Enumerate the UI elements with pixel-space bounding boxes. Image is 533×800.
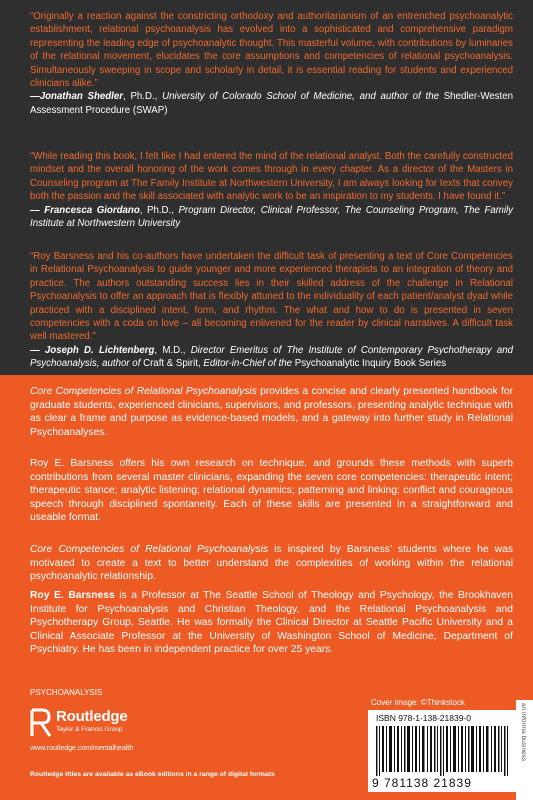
endorsement-1 [30, 10, 513, 117]
description-paragraph-3 [30, 543, 513, 584]
paragraph-text: provides a concise and clearly presented handbook for graduate students, experienced clinicians, supervisors, and professors, presenting analytic technique with as clear a frame and purpose as evidence-based models, and a gateway into further study in Relational Psychoanalyses. [30, 386, 513, 438]
barcode-block [368, 710, 533, 792]
book-title: Core Competencies of Relational Psychoanalysis [30, 386, 257, 397]
endorser-credentials: , M.D., [154, 344, 191, 356]
endorser-affiliation: University of Colorado School of Medicine, and author of the [162, 91, 439, 103]
endorser-affiliation-2: Editor-in-Chief of the [203, 358, 293, 370]
description-paragraph-1 [30, 385, 513, 439]
paragraph-text: Roy E. Barsness offers his own research on technique, and grounds these methods with superb contributions from several master clinicians, expanding the seven core competencies: therapeutic intent; therapeutic stance; analytic listening; relational dynamics; patterning and linking; conflict and courageous speech through disciplined spontaneity. Each of these skills are presented in a straightforward and useable format. [30, 458, 513, 524]
endorsement-3 [30, 250, 513, 371]
description-paragraph-2 [30, 457, 513, 525]
endorsement-2 [30, 150, 513, 230]
paragraph-text: is inspired by Barsness’ students where he was motivated to create a text to better understand the complexities of working within the relational psychoanalytic relationship. [30, 544, 513, 583]
informa-tagline: an informa business [520, 703, 527, 762]
publisher-url[interactable]: www.routledge.com/mentalhealth [30, 745, 134, 752]
endorser-affiliation-plain: Craft & Spirit, [140, 358, 204, 370]
endorser-affiliation-plain: Shedler-Westen Assessment Procedure (SWAP) [30, 91, 513, 116]
endorser-name: — Francesca Giordano [30, 204, 140, 216]
endorsement-attribution [30, 90, 513, 117]
routledge-r-icon [30, 708, 52, 738]
book-title: Core Competencies of Relational Psychoanalysis [30, 544, 269, 555]
endorser-name: —Jonathan Shedler [30, 91, 124, 103]
ebook-note: Routledge titles are available as eBook editions in a range of digital formats [30, 771, 275, 778]
isbn-label: ISBN 978-1-138-21839-0 [376, 713, 471, 723]
author-bio [30, 589, 513, 657]
endorsement-attribution [30, 204, 513, 231]
paragraph-text: is a Professor at The Seattle School of Theology and Psychology, the Brookhaven Institute for Psychoanalysis and Christian Theology, and the Relational Psychoanalysis and Psychotherapy Group, Seattle. He was formally the Clinical Director at Seattle Pacific University and a Clinical Associate Professor at the University of Washington School of Medicine, Department of Psychiatry. He has been in independent practice for over 25 years. [30, 590, 514, 656]
publisher-group: Taylor & Francis Group [56, 726, 123, 733]
endorser-credentials: , Ph.D., [123, 91, 163, 103]
endorser-affiliation-plain-2: Psychoanalytic Inquiry Book Series [292, 358, 447, 370]
subject-category: PSYCHOANALYSIS [30, 688, 103, 697]
endorsement-text: “While reading this book, I felt like I had entered the mind of the relational analyst. Both the carefully constructed mindset and the overall honoring of the work comes through in every chapter. As a director of the Masters in Counseling program at The Family Institute at Northwestern University, I am always looking for texts that convey both the passion and the skill associated with analytic work to be an inspiration to my students. I have found it.” [30, 151, 513, 203]
publisher-name: Routledge [56, 708, 128, 725]
endorser-affiliation: Director Emeritus of The Institute of Contemporary Psychotherapy and Psychoanalysis, author of [30, 344, 513, 370]
barcode-icon [376, 726, 516, 776]
endorser-affiliation: Program Director, Clinical Professor, The Counseling Program, The Family Institute at Northwestern University [30, 204, 513, 230]
endorsement-text: “Originally a reaction against the constricting orthodoxy and authoritarianism of an entrenched psychoanalytic establishment, relational psychoanalysis has evolved into a sophisticated and comprehensive paradigm representing the leading edge of psychoanalytic thought. This masterful volume, with contributions by luminaries of the relational movement, elucidates the core assumptions and competencies of relational psychoanalysis. Simultaneously sweeping in scope and scholarly in detail, it is essential reading for students and experienced clinicians alike.” [30, 11, 513, 90]
endorser-name: — Joseph D. Lichtenberg [30, 344, 155, 356]
author-name: Roy E. Barsness [30, 590, 115, 601]
cover-image-credit: Cover image: ©Thinkstock [371, 698, 465, 707]
barcode-digits: 9 781138 21839 [372, 776, 472, 790]
publisher-logo [30, 708, 230, 738]
endorsement-attribution [30, 344, 513, 371]
endorser-credentials: , Ph.D., [139, 204, 179, 216]
endorsement-text: “Roy Barsness and his co-authors have undertaken the difficult task of presenting a text of Core Competencies in Relational Psychoanalysis to guide younger and more experienced therapists to an integration of theory and practice. The authors outstanding success lies in their skilled address of the challenge in Relational Psychoanalysis to offer an approach that is flexibly attuned to the individuality of each patient/analyst dyad while practiced with a disciplined intent, form, and rhythm. The what and how to do is presented in seven competencies with a coda on love – all becoming enlivened for the reader by clinical narratives. A difficult task well mastered.” [30, 251, 513, 343]
